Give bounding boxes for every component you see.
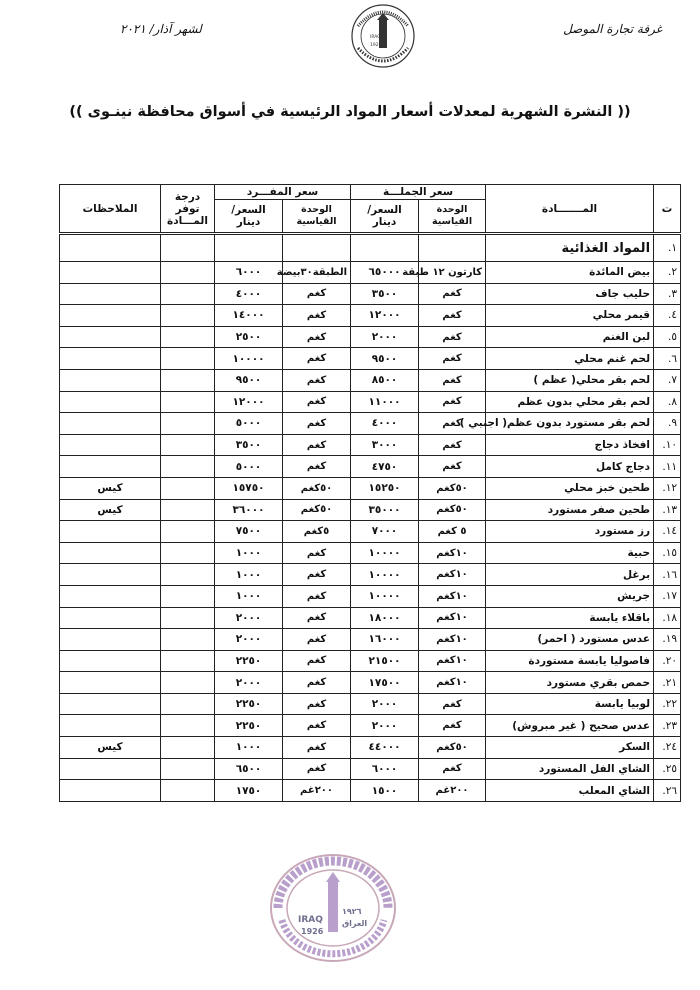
row-item-name: برغل xyxy=(486,564,654,586)
row-availability xyxy=(161,283,215,305)
row-wholesale-unit: ١٠كغم xyxy=(419,629,486,651)
row-notes xyxy=(60,456,161,478)
row-availability xyxy=(161,477,215,499)
row-availability xyxy=(161,780,215,802)
row-wholesale-unit: كغم xyxy=(419,348,486,370)
row-wholesale-price: ٢٠٠٠ xyxy=(351,715,419,737)
row-wholesale-price: ٣٠٠٠ xyxy=(351,434,419,456)
logo-year-en: 1926 xyxy=(370,43,382,48)
row-availability xyxy=(161,542,215,564)
row-item-name: دجاج كامل xyxy=(486,456,654,478)
row-retail-price: ٢٠٠٠ xyxy=(215,607,283,629)
row-retail-unit: كغم xyxy=(283,369,351,391)
row-wholesale-price: ٧٠٠٠ xyxy=(351,521,419,543)
row-wholesale-price: ٦٥٠٠٠ xyxy=(351,262,419,284)
row-retail-unit: كغم xyxy=(283,585,351,607)
row-retail-unit: ٥كغم xyxy=(283,521,351,543)
row-retail-unit: الطبقة٣٠بيضة xyxy=(283,262,351,284)
row-notes xyxy=(60,672,161,694)
row-notes xyxy=(60,348,161,370)
row-item-name: طحين صفر مستورد xyxy=(486,499,654,521)
row-retail-price: ٤٠٠٠ xyxy=(215,283,283,305)
chamber-logo-top xyxy=(350,2,416,72)
table-row xyxy=(60,283,681,305)
row-notes xyxy=(60,715,161,737)
table-row xyxy=(60,715,681,737)
row-notes xyxy=(60,629,161,651)
row-seq: ٩. xyxy=(654,413,681,435)
row-seq: ٨. xyxy=(654,391,681,413)
row-seq: ١٣. xyxy=(654,499,681,521)
row-item-name: لحم غنم محلي xyxy=(486,348,654,370)
row-retail-price: ١٠٠٠ xyxy=(215,585,283,607)
row-retail-price: ١٠٠٠ xyxy=(215,542,283,564)
row-wholesale-price: ١٥٠٠ xyxy=(351,780,419,802)
row-seq: ١٤. xyxy=(654,521,681,543)
row-notes: كيس xyxy=(60,737,161,759)
bulletin-title: (( النشرة الشهرية لمعدلات أسعار المواد الرئيسية في أسواق محافظة نينـوى )) xyxy=(69,104,631,120)
row-seq: ١٢. xyxy=(654,477,681,499)
row-retail-unit: ٥٠كغم xyxy=(283,477,351,499)
row-retail-unit: كغم xyxy=(283,715,351,737)
row-availability xyxy=(161,564,215,586)
row-wholesale-price: ٤٠٠٠ xyxy=(351,413,419,435)
row-wholesale-unit: كغم xyxy=(419,715,486,737)
row-retail-unit: كغم xyxy=(283,542,351,564)
header-availability: درجة توفر المـــادة xyxy=(161,185,215,234)
row-retail-price: ٢٢٥٠ xyxy=(215,693,283,715)
row-retail-price: ١٢٠٠٠ xyxy=(215,391,283,413)
row-notes xyxy=(60,413,161,435)
row-wholesale-unit: كغم xyxy=(419,326,486,348)
header-retail-unit: الوحدة القياسية xyxy=(283,200,351,234)
row-item-name: باقلاء يابسة xyxy=(486,607,654,629)
row-retail-price: ٧٥٠٠ xyxy=(215,521,283,543)
row-retail-price: ٩٥٠٠ xyxy=(215,369,283,391)
row-wholesale-price: ٨٥٠٠ xyxy=(351,369,419,391)
table-row xyxy=(60,369,681,391)
row-wholesale-unit: ١٠كغم xyxy=(419,564,486,586)
row-availability xyxy=(161,413,215,435)
row-wholesale-unit: كغم xyxy=(419,456,486,478)
row-availability xyxy=(161,758,215,780)
row-retail-price: ٣٥٠٠ xyxy=(215,434,283,456)
row-item-name: الشاي الفل المستورد xyxy=(486,758,654,780)
row-notes xyxy=(60,758,161,780)
stamp-year-en: 1926 xyxy=(301,927,324,936)
row-wholesale-unit: ١٠كغم xyxy=(419,607,486,629)
row-availability xyxy=(161,369,215,391)
row-retail-price: ٦٠٠٠ xyxy=(215,262,283,284)
row-retail-unit: كغم xyxy=(283,737,351,759)
row-wholesale-unit: كغم xyxy=(419,434,486,456)
row-seq: ٢. xyxy=(654,262,681,284)
row-notes xyxy=(60,391,161,413)
row-notes xyxy=(60,283,161,305)
row-availability xyxy=(161,348,215,370)
table-row xyxy=(60,564,681,586)
row-notes xyxy=(60,607,161,629)
row-retail-price: ٢٢٥٠ xyxy=(215,715,283,737)
row-wholesale-unit: ١٠كغم xyxy=(419,650,486,672)
row-wholesale-price: ١٠٠٠٠ xyxy=(351,542,419,564)
row-seq: ٢١. xyxy=(654,672,681,694)
row-wholesale-unit: كغم xyxy=(419,693,486,715)
row-wholesale-price: ١٧٥٠٠ xyxy=(351,672,419,694)
row-seq: ٢٣. xyxy=(654,715,681,737)
row-notes xyxy=(60,780,161,802)
row-wholesale-unit: ١٠كغم xyxy=(419,672,486,694)
header-item: المـــــــادة xyxy=(486,185,654,234)
row-item-name: افخاذ دجاج xyxy=(486,434,654,456)
row-seq: ٣. xyxy=(654,283,681,305)
row-item-name: لوبيا يابسة xyxy=(486,693,654,715)
row-notes xyxy=(60,369,161,391)
chamber-name: غرفة تجارة الموصل xyxy=(563,22,662,36)
row-availability xyxy=(161,693,215,715)
row-wholesale-unit: ٥٠كغم xyxy=(419,499,486,521)
report-period: لشهر آذار/ ٢٠٢١ xyxy=(120,22,202,36)
row-wholesale-unit: ١٠كغم xyxy=(419,585,486,607)
row-retail-price: ٦٥٠٠ xyxy=(215,758,283,780)
row-wholesale-unit: كغم xyxy=(419,758,486,780)
row-retail-price: ٣٦٠٠٠ xyxy=(215,499,283,521)
row-retail-price: ١٧٥٠ xyxy=(215,780,283,802)
row-notes: كيس xyxy=(60,477,161,499)
table-row xyxy=(60,693,681,715)
table-row xyxy=(60,391,681,413)
table-row xyxy=(60,542,681,564)
header-seq: ت xyxy=(654,185,681,234)
row-seq: ١١. xyxy=(654,456,681,478)
row-notes xyxy=(60,542,161,564)
table-row xyxy=(60,780,681,802)
row-wholesale-price: ٣٥٠٠٠ xyxy=(351,499,419,521)
row-wholesale-unit: ٥ كغم xyxy=(419,521,486,543)
row-retail-unit: كغم xyxy=(283,391,351,413)
row-wholesale-price: ٢٠٠٠ xyxy=(351,326,419,348)
row-wholesale-price: ١٢٠٠٠ xyxy=(351,305,419,327)
table-row xyxy=(60,650,681,672)
table-row xyxy=(60,585,681,607)
table-row xyxy=(60,456,681,478)
table-row xyxy=(60,521,681,543)
header-retail: سعر المفـــرد xyxy=(215,185,351,200)
row-retail-price: ٢٠٠٠ xyxy=(215,672,283,694)
row-retail-unit: كغم xyxy=(283,650,351,672)
row-item-name: طحين خبز محلي xyxy=(486,477,654,499)
row-retail-unit: كغم xyxy=(283,607,351,629)
row-seq: ١٥. xyxy=(654,542,681,564)
row-wholesale-price: ٢١٥٠٠ xyxy=(351,650,419,672)
row-availability xyxy=(161,456,215,478)
row-item-name: لحم بقر مستورد بدون عظم( اجنبي ) xyxy=(486,413,654,435)
row-wholesale-unit: ٢٠٠غم xyxy=(419,780,486,802)
row-retail-price: ٢٢٥٠ xyxy=(215,650,283,672)
row-wholesale-price: ١١٠٠٠ xyxy=(351,391,419,413)
row-wholesale-price: ٤٧٥٠ xyxy=(351,456,419,478)
row-item-name: جريش xyxy=(486,585,654,607)
row-retail-price: ٥٠٠٠ xyxy=(215,456,283,478)
row-wholesale-price: ٢٠٠٠ xyxy=(351,693,419,715)
row-wholesale-unit: ١٠كغم xyxy=(419,542,486,564)
table-row xyxy=(60,348,681,370)
row-availability xyxy=(161,629,215,651)
row-seq: ١٦. xyxy=(654,564,681,586)
row-availability xyxy=(161,585,215,607)
row-seq: ٦. xyxy=(654,348,681,370)
row-seq: ٢٢. xyxy=(654,693,681,715)
row-wholesale-unit: ٥٠كغم xyxy=(419,737,486,759)
row-notes xyxy=(60,650,161,672)
stamp-year-ar: ١٩٢٦ xyxy=(342,907,362,916)
row-retail-unit: ٥٠كغم xyxy=(283,499,351,521)
row-item-name: حبية xyxy=(486,542,654,564)
row-notes xyxy=(60,326,161,348)
row-wholesale-price: ١٨٠٠٠ xyxy=(351,607,419,629)
row-notes xyxy=(60,693,161,715)
row-availability xyxy=(161,672,215,694)
row-wholesale-price: ١٠٠٠٠ xyxy=(351,564,419,586)
row-seq: ٢٤. xyxy=(654,737,681,759)
row-retail-unit: كغم xyxy=(283,305,351,327)
table-row xyxy=(60,262,681,284)
row-wholesale-price: ٤٤٠٠٠ xyxy=(351,737,419,759)
row-wholesale-price: ٦٠٠٠ xyxy=(351,758,419,780)
row-seq: ٥. xyxy=(654,326,681,348)
row-seq: ٧. xyxy=(654,369,681,391)
row-wholesale-price: ١٦٠٠٠ xyxy=(351,629,419,651)
row-seq: ٤. xyxy=(654,305,681,327)
row-wholesale-price: ١٥٢٥٠ xyxy=(351,477,419,499)
row-retail-unit: كغم xyxy=(283,456,351,478)
header-wholesale-price: السعر/ دينار xyxy=(351,200,419,234)
row-item-name: لحم بقر محلي بدون عظم xyxy=(486,391,654,413)
row-retail-price: ٢٠٠٠ xyxy=(215,629,283,651)
table-row xyxy=(60,737,681,759)
row-retail-unit: كغم xyxy=(283,693,351,715)
table-row xyxy=(60,326,681,348)
row-wholesale-price: ٣٥٠٠ xyxy=(351,283,419,305)
row-item-name: حمص بقري مستورد xyxy=(486,672,654,694)
logo-country-en: IRAQ xyxy=(370,35,381,40)
row-availability xyxy=(161,262,215,284)
row-seq: ٢٥. xyxy=(654,758,681,780)
table-row xyxy=(60,499,681,521)
row-wholesale-unit: كغم xyxy=(419,413,486,435)
row-retail-unit: كغم xyxy=(283,283,351,305)
row-retail-unit: كغم xyxy=(283,629,351,651)
row-availability xyxy=(161,305,215,327)
row-wholesale-unit: كغم xyxy=(419,369,486,391)
row-retail-unit: كغم xyxy=(283,348,351,370)
row-retail-price: ١٥٧٥٠ xyxy=(215,477,283,499)
table-row xyxy=(60,672,681,694)
row-notes xyxy=(60,434,161,456)
row-availability xyxy=(161,434,215,456)
row-retail-price: ١٠٠٠٠ xyxy=(215,348,283,370)
row-availability xyxy=(161,521,215,543)
row-retail-price: ٢٥٠٠ xyxy=(215,326,283,348)
row-seq: ١٨. xyxy=(654,607,681,629)
prices-table xyxy=(59,184,681,802)
row-wholesale-unit: كغم xyxy=(419,305,486,327)
row-item-name: حليب جاف xyxy=(486,283,654,305)
row-retail-price: ١٤٠٠٠ xyxy=(215,305,283,327)
row-wholesale-price: ١٠٠٠٠ xyxy=(351,585,419,607)
row-item-name: فاصوليا يابسة مستوردة xyxy=(486,650,654,672)
row-item-name: قيمر محلي xyxy=(486,305,654,327)
row-item-name: السكر xyxy=(486,737,654,759)
row-seq: ٢٠. xyxy=(654,650,681,672)
row-seq: ١٧. xyxy=(654,585,681,607)
row-availability xyxy=(161,607,215,629)
row-notes xyxy=(60,564,161,586)
row-item-name: عدس مستورد ( احمر) xyxy=(486,629,654,651)
table-row xyxy=(60,413,681,435)
header-notes: الملاحظات xyxy=(60,185,161,234)
row-wholesale-unit: كارتون ١٢ طبقة xyxy=(419,262,486,284)
row-availability xyxy=(161,737,215,759)
row-item-name: الشاي المعلب xyxy=(486,780,654,802)
row-retail-unit: كغم xyxy=(283,564,351,586)
row-retail-unit: كغم xyxy=(283,672,351,694)
header-wholesale: سعر الجملـــة xyxy=(351,185,486,200)
table-row xyxy=(60,607,681,629)
row-availability xyxy=(161,715,215,737)
row-retail-unit: كغم xyxy=(283,413,351,435)
table-row xyxy=(60,758,681,780)
row-notes xyxy=(60,521,161,543)
row-item-name: لبن الغنم xyxy=(486,326,654,348)
row-availability xyxy=(161,326,215,348)
row-item-name: لحم بقر محلي( عظم ) xyxy=(486,369,654,391)
row-retail-unit: كغم xyxy=(283,434,351,456)
row-retail-unit: كغم xyxy=(283,758,351,780)
stamp-country-en: IRAQ xyxy=(298,915,323,925)
row-availability xyxy=(161,499,215,521)
row-item-name: بيض المائدة xyxy=(486,262,654,284)
row-notes xyxy=(60,262,161,284)
chamber-stamp xyxy=(268,852,398,964)
row-item-name: عدس صحيح ( غير مبروش) xyxy=(486,715,654,737)
header-wholesale-unit: الوحدة القياسية xyxy=(419,200,486,234)
row-item-name: رز مستورد xyxy=(486,521,654,543)
row-notes: كيس xyxy=(60,499,161,521)
row-wholesale-unit: ٥٠كغم xyxy=(419,477,486,499)
table-row xyxy=(60,477,681,499)
row-retail-price: ٥٠٠٠ xyxy=(215,413,283,435)
row-availability xyxy=(161,391,215,413)
table-row xyxy=(60,629,681,651)
row-retail-unit: كغم xyxy=(283,326,351,348)
row-retail-price: ١٠٠٠ xyxy=(215,737,283,759)
row-notes xyxy=(60,305,161,327)
table-row xyxy=(60,305,681,327)
section-seq: ١. xyxy=(654,234,681,262)
row-seq: ٢٦. xyxy=(654,780,681,802)
row-availability xyxy=(161,650,215,672)
section-row xyxy=(60,234,681,262)
row-retail-unit: ٢٠٠غم xyxy=(283,780,351,802)
row-wholesale-unit: كغم xyxy=(419,283,486,305)
row-wholesale-unit: كغم xyxy=(419,391,486,413)
row-notes xyxy=(60,585,161,607)
section-name: المواد الغذائية xyxy=(486,234,654,262)
header-retail-price: السعر/ دينار xyxy=(215,200,283,234)
row-seq: ١٠. xyxy=(654,434,681,456)
row-retail-price: ١٠٠٠ xyxy=(215,564,283,586)
table-row xyxy=(60,434,681,456)
row-seq: ١٩. xyxy=(654,629,681,651)
stamp-country-ar: العراق xyxy=(342,919,368,928)
row-wholesale-price: ٩٥٠٠ xyxy=(351,348,419,370)
